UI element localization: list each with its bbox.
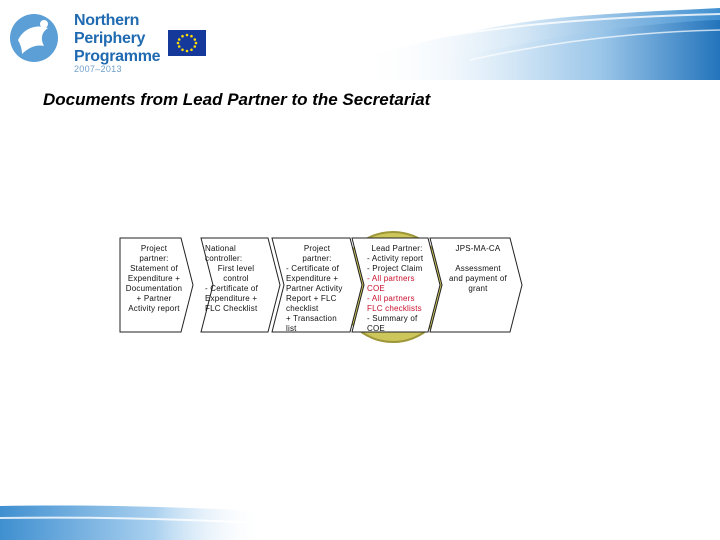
- step-5-line: Assessment: [455, 264, 501, 273]
- step-2-line: National: [205, 244, 236, 253]
- step-1-text: [124, 244, 184, 314]
- step-4-text: [367, 244, 427, 334]
- step-3-line: + Transaction: [286, 314, 337, 323]
- logo-line-3: Programme: [74, 48, 161, 65]
- step-4-line: Lead Partner:: [371, 244, 423, 253]
- step-3-line: Expenditure +: [286, 274, 339, 283]
- step-5-line: grant: [468, 284, 488, 293]
- step-3-line: Report + FLC: [286, 294, 337, 303]
- step-4-line: - Activity report: [367, 254, 424, 263]
- step-4-line: - Summary of: [367, 314, 418, 323]
- step-4-line-emphasis: - All partners: [367, 294, 415, 303]
- step-1-line: Project: [140, 244, 168, 253]
- step-2-line: controller:: [205, 254, 243, 263]
- step-3-line: list: [286, 324, 297, 333]
- step-3-line: Partner Activity: [286, 284, 343, 293]
- footer-wave-decoration: [0, 498, 720, 540]
- logo-line-1: Northern: [74, 12, 140, 29]
- step-5-line: and payment of: [449, 274, 507, 283]
- step-4-line: COE: [367, 324, 385, 333]
- step-1-line: partner:: [139, 254, 169, 263]
- step-4-line-emphasis: COE: [367, 284, 385, 293]
- step-1-line: Statement of: [130, 264, 178, 273]
- step-4-line: - Project Claim: [367, 264, 423, 273]
- step-1-line: + Partner: [136, 294, 172, 303]
- step-3-line: partner:: [302, 254, 332, 263]
- step-2-line: Expenditure +: [205, 294, 258, 303]
- step-2-line: control: [223, 274, 249, 283]
- step-5-line: [446, 254, 510, 264]
- step-3-line: - Certificate of: [286, 264, 339, 273]
- step-2-line: - Certificate of: [205, 284, 258, 293]
- page-title: Documents from Lead Partner to the Secretariat: [43, 90, 431, 109]
- step-5-text: [446, 244, 510, 294]
- step-5-line: JPS-MA-CA: [455, 244, 501, 253]
- logo-line-2: Periphery: [74, 30, 146, 47]
- step-1-line: Documentation: [125, 284, 183, 293]
- step-2-line: First level: [217, 264, 255, 273]
- step-3-line: checklist: [286, 304, 319, 313]
- step-2-text: [205, 244, 267, 314]
- step-3-text: [286, 244, 348, 334]
- step-1-line: Expenditure +: [127, 274, 181, 283]
- step-4-line-emphasis: FLC checklists: [367, 304, 422, 313]
- step-2-line: FLC Checklist: [205, 304, 258, 313]
- step-4-line-emphasis: - All partners: [367, 274, 415, 283]
- logo-years: 2007–2013: [74, 64, 122, 74]
- step-1-line: Activity report: [128, 304, 180, 313]
- step-3-line: Project: [303, 244, 331, 253]
